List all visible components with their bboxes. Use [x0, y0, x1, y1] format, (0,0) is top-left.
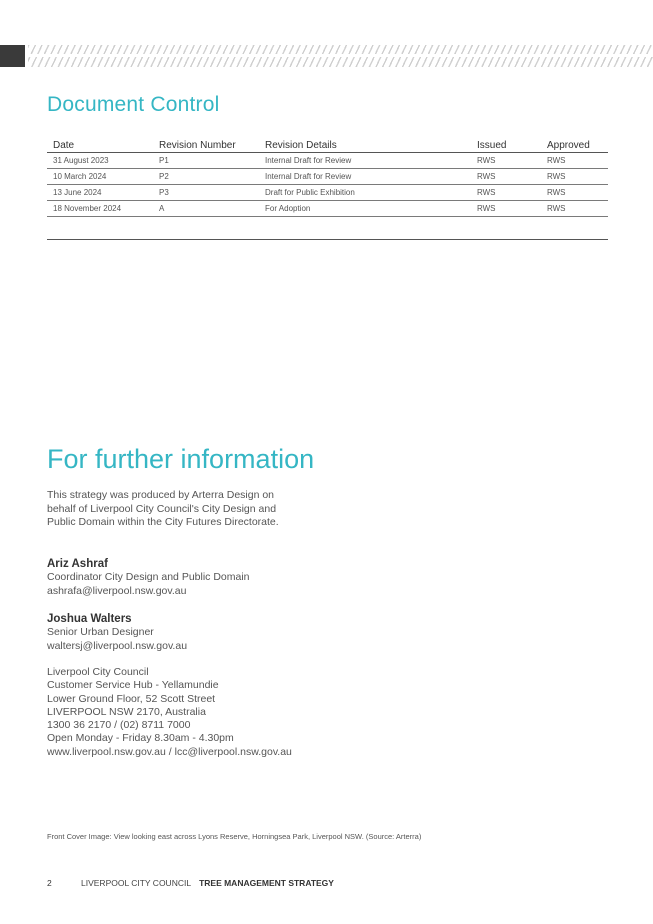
table-row — [47, 185, 608, 201]
contact-name: Joshua Walters — [47, 613, 132, 625]
cell-issued: RWS — [471, 201, 541, 217]
council-service-hub: Customer Service Hub - Yellamundie — [47, 679, 219, 692]
contact-email: ashrafa@liverpool.nsw.gov.au — [47, 584, 187, 597]
column-header-revision-details: Revision Details — [259, 138, 471, 153]
cell-revision-number: P1 — [153, 153, 259, 169]
intro-line: Public Domain within the City Futures Directorate. — [47, 516, 279, 528]
document-control-title: Document Control — [47, 93, 220, 116]
contact-name: Ariz Ashraf — [47, 558, 108, 570]
header-band — [0, 45, 653, 67]
table-row — [47, 169, 608, 185]
contact-role: Coordinator City Design and Public Domain — [47, 571, 250, 583]
council-address-street: Lower Ground Floor, 52 Scott Street — [47, 692, 216, 705]
cell-issued: RWS — [471, 153, 541, 169]
footer-council-name: LIVERPOOL CITY COUNCIL — [81, 878, 192, 888]
cell-approved: RWS — [541, 185, 608, 201]
column-header-approved: Approved — [541, 138, 608, 153]
column-header-issued: Issued — [471, 138, 541, 153]
revision-table — [47, 138, 608, 240]
cell-revision-details: Internal Draft for Review — [259, 169, 471, 185]
table-row — [47, 201, 608, 217]
contact-role: Senior Urban Designer — [47, 626, 154, 638]
page-footer — [47, 878, 334, 888]
cell-approved: RWS — [541, 169, 608, 185]
intro-line: This strategy was produced by Arterra Design on — [47, 489, 275, 501]
council-opening-hours: Open Monday - Friday 8.30am - 4.30pm — [47, 732, 234, 745]
cell-issued: RWS — [471, 185, 541, 201]
page-number: 2 — [47, 878, 52, 888]
table-empty-row — [47, 217, 608, 240]
intro-line: behalf of Liverpool City Council's City Design and — [47, 502, 277, 515]
council-web-email: www.liverpool.nsw.gov.au / lcc@liverpool.nsw.gov.au — [47, 745, 292, 758]
council-contact-details — [47, 666, 387, 759]
empty-cell — [47, 217, 608, 240]
contact-joshua-walters — [47, 612, 367, 653]
cell-date: 18 November 2024 — [47, 201, 153, 217]
cell-revision-number: A — [153, 201, 259, 217]
footer-document-title: TREE MANAGEMENT STRATEGY — [199, 878, 334, 888]
contact-ariz-ashraf — [47, 557, 367, 598]
council-name: Liverpool City Council — [47, 666, 149, 678]
cell-revision-number: P3 — [153, 185, 259, 201]
column-header-revision-number: Revision Number — [153, 138, 259, 153]
header-hatch-gap — [28, 54, 653, 57]
intro-paragraph — [47, 489, 307, 530]
cell-revision-number: P2 — [153, 169, 259, 185]
council-address-suburb: LIVERPOOL NSW 2170, Australia — [47, 705, 206, 718]
further-information-title: For further information — [47, 444, 315, 474]
table-row — [47, 153, 608, 169]
column-header-date: Date — [47, 138, 153, 153]
cell-date: 13 June 2024 — [47, 185, 153, 201]
cell-revision-details: Internal Draft for Review — [259, 153, 471, 169]
council-phone: 1300 36 2170 / (02) 8711 7000 — [47, 719, 191, 732]
cell-issued: RWS — [471, 169, 541, 185]
cell-date: 10 March 2024 — [47, 169, 153, 185]
cell-revision-details: Draft for Public Exhibition — [259, 185, 471, 201]
cell-date: 31 August 2023 — [47, 153, 153, 169]
header-block — [0, 45, 25, 67]
revision-table-header — [47, 138, 608, 153]
cell-approved: RWS — [541, 153, 608, 169]
cell-approved: RWS — [541, 201, 608, 217]
cover-image-caption: Front Cover Image: View looking east across Lyons Reserve, Horningsea Park, Liverpool NSW. (Source: Arterra) — [47, 832, 422, 841]
cell-revision-details: For Adoption — [259, 201, 471, 217]
contact-email: waltersj@liverpool.nsw.gov.au — [47, 639, 188, 652]
